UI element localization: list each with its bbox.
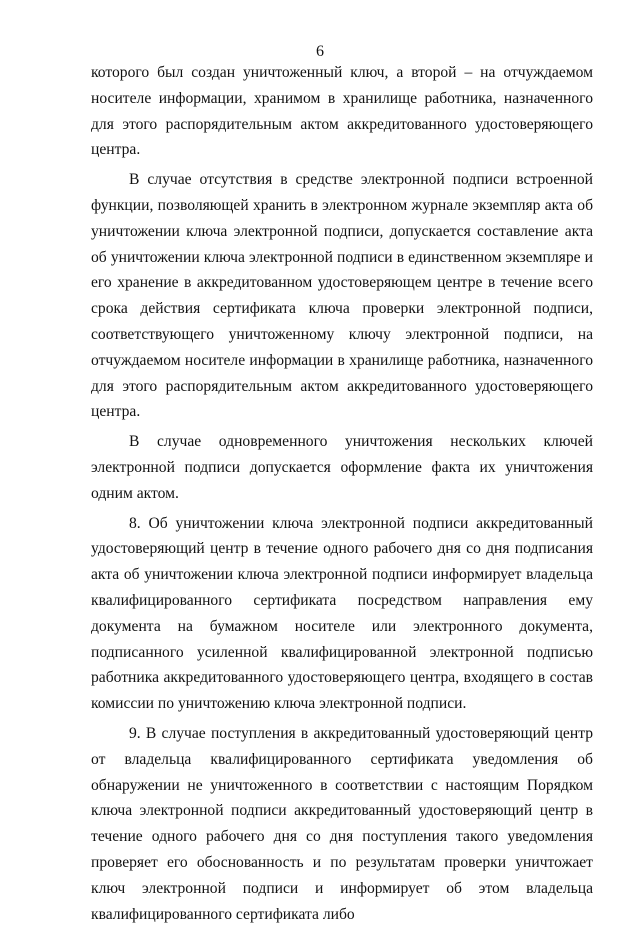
paragraph-item-8: 8. Об уничтожении ключа электронной подписи аккредитованный удостоверяющий центр в течение одного рабочего дня со дня подписания акта об уничтожении ключа электронной подписи информирует владельца квалифицированного сертификата посредством направления ему документа на бумажном носителе или электронного документа, подписанного усиленной квалифицированной электронной подписью работника аккредитованного удостоверяющего центра, входящего в состав комиссии по уничтожению ключа электронной подписи. xyxy=(91,514,593,713)
paragraph-multiple-keys: В случае одновременного уничтожения нескольких ключей электронной подписи допускается оформление факта их уничтожения одним актом. xyxy=(91,433,593,502)
paragraph-item-9: 9. В случае поступления в аккредитованный удостоверяющий центр от владельца квалифицированного сертификата уведомления об обнаружении не уничтоженного в соответствии с настоящим Порядком ключа электронной подписи аккредитованный удостоверяющий центр в течение одного рабочего дня со дня поступления такого уведомления проверяет его обоснованность и по результатам проверки уничтожает ключ электронной подписи и информирует об этом владельца квалифицированного сертификата либо xyxy=(91,724,593,923)
paragraph-continuation: которого был создан уничтоженный ключ, а второй – на отчуждаемом носителе информации, хранимом в хранилище работника, назначенного для этого распорядительным актом аккредитованного удостоверяющего центра. xyxy=(91,64,593,159)
paragraph-signature-absence: В случае отсутствия в средстве электронной подписи встроенной функции, позволяющей хранить в электронном журнале экземпляр акта об уничтожении ключа электронной подписи, допускается составление акта об уничтожении ключа электронной подписи в единственном экземпляре и его хранение в аккредитованном удостоверяющем центре в течение всего срока действия сертификата ключа проверки электронной подписи, соответствующего уничтоженному ключу электронной подписи, на отчуждаемом носителе информации в хранилище работника, назначенного для этого распорядительным актом аккредитованного удостоверяющего центра. xyxy=(91,171,593,421)
page-number: 6 xyxy=(316,43,324,60)
body-text xyxy=(91,60,593,927)
